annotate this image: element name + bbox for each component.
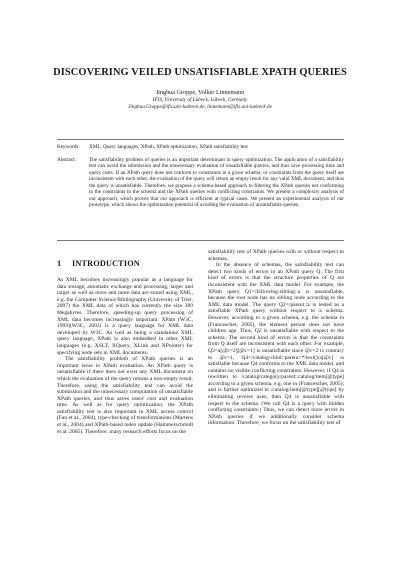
abstract-row [57, 157, 344, 235]
section-heading [57, 259, 140, 268]
section-title: INTRODUCTION [72, 259, 140, 268]
abstract-text: The satisfiability problem of queries is an important determinant in query optimization. The application of a satisfiability test can avoid the submission and the unnecessary evaluation of unsatisfiable queries, and thus save processing time and query costs. If an XPath query does not conform to constraints in a given schema, or constraints from the query itself are inconsistent with each other, the evaluation of the query will return an empty result for any valid XML document, and thus the query is unsatisfiable. Therefore, we propose a schema-based approach to filtering the XPath queries not conforming to the constraints in the schema and the XPath queries with conflicting constraints. We present a complexity analysis of our approach, which proves that our approach is efficient at typical cases. We present an experimental analysis of our prototype, which shows the optimization potential of avoiding the evaluation of unsatisfiable queries. [89, 157, 344, 209]
keywords-label: Keywords: [57, 144, 80, 150]
paragraph: As XML becomes increasingly popular as a language for data storage, automatic exchange and processing, larger and larger as well as more and more data are stored using XML, e.g. the Computer Science Bibliography (University of Trier, 2007) the XML data of which has currently the size 389 Megabytes. Therefore, speeding-up query processing of XML data becomes increasingly important. XPath (W3C, 1999)(W3C, 2003) is a query language for XML data developed by W3C. As well as being a standalone XML query language, XPath is also embedded in other XML languages (e.g. XSLT, XQuery, XLink and XPointer) for specifying node sets in XML documents. [57, 277, 193, 356]
paragraph: In the absence of schemas, the satisfiability test can detect two kinds of errors in an XPath query Q. The first kind of errors is that the structure properties of Q are inconsistent with the XML data model. For example, the XPath query Q1=/following-sibling::a is unsatisfiable, because the root node has no sibling node according to the XML data model. The query Q2=/parent::a is tested as a satisfiable XPath query without respect to a schema. However, according to a given schema, e.g. the schema in (Franceschet, 2005), the element person does not have children age. Thus, Q2 is unsatisfiable with respect to the schema. The second kind of errors is that the constraints from Q itself are inconsistent with each other. For example, Q3=a[@c=2][@c=1] is unsatisfiable since @c=2 is contrary to @c=1, Q4=/catalog/child::parent::*/text()/a[@c] is satisfiable because Q4 conforms to the XML data model, and contains no visible conflicting constraints. However, if Q4 is rewritten to /catalog/category/parent::catalog/item[@type] according to a given schema, e.g. one in (Franceschet, 2005), and is further optimized to /catalog/item[@type][@type] by eliminating reverse axes, then Q4 is unsatisfiable with respect to the schema. (We call Q4 is a query with hidden conflicting constraints.) Thus, we can detect more errors in XPath queries if we additionally consider schema information. Therefore, we focus on the satisfiability test of [208, 262, 344, 427]
author-names: Jinghua Groppe, Volker Linnemann [155, 89, 245, 96]
top-divider [57, 139, 344, 140]
right-column [208, 249, 344, 427]
author-affiliation: IFIS, University of Lübeck, Lübeck, Germany [152, 96, 248, 103]
section-number: 1 [57, 259, 62, 268]
author-block [0, 89, 400, 112]
paragraph: satisfiability test of XPath queries with or without respect to schemas. [208, 249, 344, 262]
author-email: Jinghua.Groppe@ifis.uni-luebeck.de, linnemann@ifis.uni-luebeck.de [128, 104, 272, 111]
keywords-row [57, 144, 344, 152]
keywords-text: XML, Query languages, XPath, XPath optimization, XPath satisfiability test [89, 144, 248, 150]
paper-title: DISCOVERING VEILED UNSATISFIABLE XPATH QUERIES [53, 67, 347, 78]
bottom-divider [57, 240, 344, 241]
paragraph: The satisfiability problem of XPath queries is an important issue in XPath evaluation. An XPath query is unsatisfiable if there does not exist any XML document on which the evaluation of the query returns a non-empty result. Therefore, using the satisfiability test can avoid the submission and the unnecessary computation of unsatisfiable XPath queries, and thus saves users' cost and evaluation time. As well as for query optimization, the XPath satisfiability test is also important in XML access control (Fan et al., 2004), type-checking of transformations (Martens et al., 2004) and XPath-based index update (Hammerschmidt et al. 2005). Therefore, many research efforts focus on the [57, 356, 193, 435]
left-column [57, 277, 193, 435]
abstract-label: Abstract: [57, 157, 77, 163]
